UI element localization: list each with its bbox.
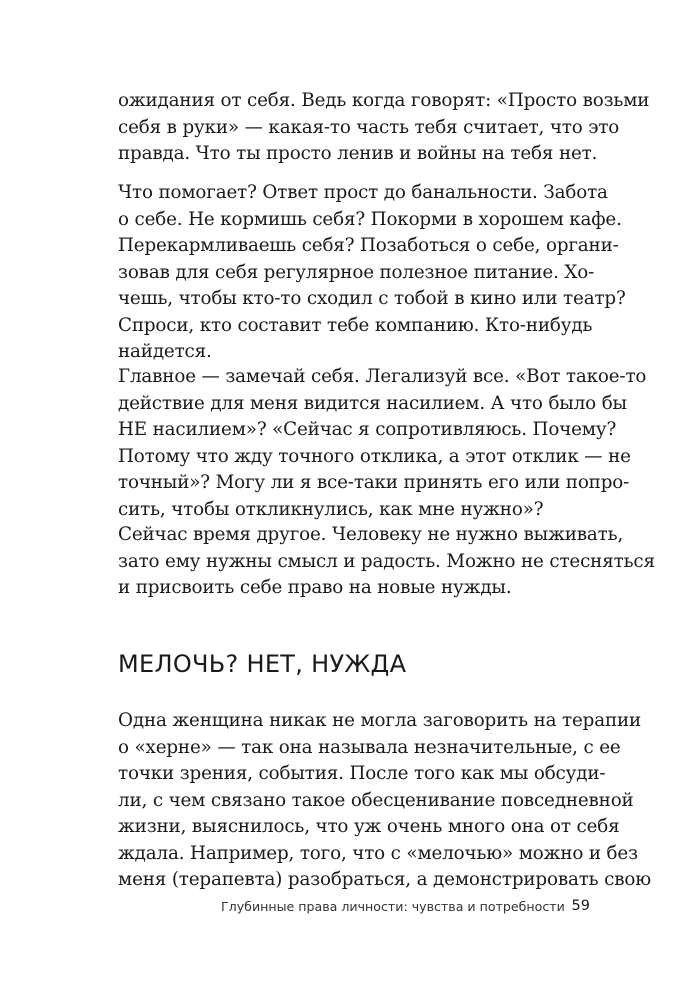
text-line: чешь, чтобы кто-то сходил с тобой в кино или театр? bbox=[118, 288, 626, 309]
text-line: точный»? Могу ли я все-таки принять его или попро- bbox=[118, 472, 630, 493]
text-line: Главное — замечай себя. Легализуй все. «Вот такое-то bbox=[118, 366, 647, 387]
text-line: зато ему нужны смысл и радость. Можно не стесняться bbox=[118, 550, 655, 572]
text-line: меня (терапевта) разобраться, а демонстрировать свою bbox=[118, 869, 651, 890]
text-line: ждала. Например, того, что с «мелочью» можно и без bbox=[118, 842, 638, 864]
section-heading: МЕЛОЧЬ? НЕТ, НУЖДА bbox=[118, 650, 407, 678]
text-line: Перекармливаешь себя? Позаботься о себе, органи- bbox=[118, 235, 619, 256]
running-footer-title: Глубинные права личности: чувства и потребности bbox=[221, 899, 565, 914]
text-line: о себе. Не кормишь себя? Покорми в хорошем кафе. bbox=[118, 208, 622, 230]
text-line: действие для меня видится насилием. А что было бы bbox=[118, 392, 627, 414]
section-paragraph bbox=[118, 708, 651, 894]
text-line: ожидания от себя. Ведь когда говорят: «Просто возьми bbox=[118, 90, 650, 111]
text-line: и присвоить себе право на новые нужды. bbox=[118, 577, 512, 598]
text-line: о «херне» — так она называла незначительные, с ее bbox=[118, 736, 621, 758]
text-line: себя в руки» — какая-то часть тебя считает, что это bbox=[118, 116, 620, 138]
text-line: найдется. bbox=[118, 341, 212, 362]
paragraph-2 bbox=[118, 180, 626, 366]
paragraph-4 bbox=[118, 522, 655, 602]
text-line: правда. Что ты просто ленив и войны на тебя нет. bbox=[118, 143, 598, 164]
text-line: НЕ насилием»? «Сейчас я сопротивляюсь. Почему? bbox=[118, 419, 617, 440]
page-number: 59 bbox=[571, 898, 590, 914]
paragraph-3 bbox=[118, 364, 647, 523]
text-line: Что помогает? Ответ прост до банальности. Забота bbox=[118, 182, 608, 203]
paragraph-1 bbox=[118, 88, 650, 168]
text-line: ли, с чем связано такое обесценивание повседневной bbox=[118, 789, 634, 811]
text-line: Спроси, кто составит тебе компанию. Кто-нибудь bbox=[118, 314, 593, 336]
text-line: сить, чтобы откликнулись, как мне нужно»? bbox=[118, 498, 544, 520]
text-line: жизни, выяснилось, что уж очень много она от себя bbox=[118, 816, 620, 837]
text-line: Одна женщина никак не могла заговорить на терапии bbox=[118, 710, 642, 731]
text-line: Потому что жду точного отклика, а этот отклик — не bbox=[118, 445, 631, 467]
text-line: точки зрения, события. После того как мы обсуди- bbox=[118, 763, 606, 784]
text-line: зовав для себя регулярное полезное питание. Хо- bbox=[118, 261, 595, 283]
text-line: Сейчас время другое. Человеку не нужно выживать, bbox=[118, 524, 624, 545]
